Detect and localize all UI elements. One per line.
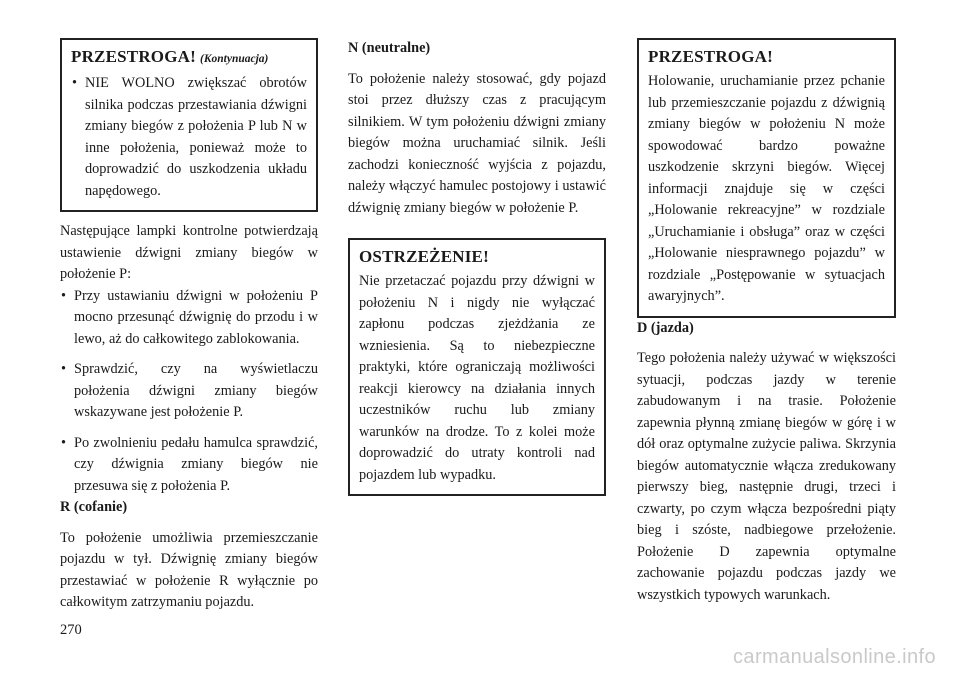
warning-box (348, 238, 606, 496)
drive-heading: D (jazda) (637, 319, 694, 336)
caution-continued-label: (Kontynuacja) (200, 53, 269, 65)
list-item (60, 286, 318, 351)
page-number: 270 (60, 622, 82, 638)
list-item (60, 359, 318, 424)
left-column (60, 38, 318, 614)
warning-text: Nie przetaczać pojazdu przy dźwigni w położeniu N i nigdy nie wyłączać zapłonu podczas zjeżdżania ze wzniesienia. Są to niebezpieczne praktyki, które ograniczają możliwości reakcji kierowcy na działania innych uczestników ruchu lub zmiany warunków na drodze. To z kolei może doprowadzić do utraty kontroli nad pojazdem lub wypadku. (359, 273, 595, 483)
drive-text: Tego położenia należy używać w większości sytuacji, podczas jazdy w terenie zabudowanym i na trasie. Położenie zapewnia płynną zmianę biegów w górę i w dół oraz optymalne zużycie paliwa. Skrzynia biegów automatycznie włącza zredukowany pierwszy bieg, następnie drugi, trzeci i czwarty, po czym włącza bezpośredni piąty bieg i szóste, nadbiegowe przełożenie. Położenie D zapewnia optymalne zachowanie pojazdu podczas jazdy we wszystkich typowych warunkach. (637, 350, 896, 603)
warning-title: OSTRZEŻENIE! (359, 247, 489, 266)
watermark: carmanualsonline.info (733, 646, 936, 668)
bullet-dot-icon: • (61, 434, 67, 451)
reverse-text: To położenie umożliwia przemieszczanie pojazdu w tył. Dźwignię zmiany biegów przestawiać w położenie R wyłącznie po całkowitym zatrzymaniu pojazdu. (60, 529, 318, 610)
list-item-text: Sprawdzić, czy na wyświetlaczu położenia dźwigni zmiany biegów wskazywane jest położenie P. (74, 361, 318, 420)
caution-title-text: PRZESTROGA! (71, 47, 196, 66)
right-column (637, 38, 896, 606)
park-checklist (60, 286, 318, 498)
bullet-dot-icon: • (72, 75, 78, 91)
caution-box-continued (60, 38, 318, 212)
caution-box (637, 38, 896, 318)
caution-title (71, 46, 307, 70)
bullet-dot-icon: • (61, 361, 67, 377)
list-item-text: Przy ustawianiu dźwigni w położeniu P mocno przesunąć dźwignię do przodu i w lewo, aż do całkowitego zablokowania. (74, 287, 318, 347)
caution-title: PRZESTROGA! (648, 47, 773, 66)
bullet-dot-icon: • (61, 287, 67, 304)
caution-bullet-text: NIE WOLNO zwiększać obrotów silnika podczas przestawiania dźwigni zmiany biegów z położenia P lub N w inne położenia, ponieważ może to doprowadzić do uszkodzenia układu napędowego. (85, 75, 307, 199)
neutral-text: To położenie należy stosować, gdy pojazd stoi przez dłuższy czas z pracującym silnikiem. W tym położeniu dźwigni zmiany biegów można uruchamiać silnik. Jeśli zachodzi konieczność wyjścia z pojazdu, należy włączyć hamulec postojowy i ustawić dźwignię zmiany biegów w położenie P. (348, 70, 606, 216)
park-indicators-intro: Następujące lampki kontrolne potwierdzają ustawienie dźwigni zmiany biegów w położenie P: (60, 223, 318, 282)
caution-bullet-list (71, 73, 307, 202)
caution-bullet (71, 73, 307, 202)
list-item-text: Po zwolnieniu pedału hamulca sprawdzić, czy dźwignia zmiany biegów nie przesuwa się z położenia P. (74, 434, 318, 494)
list-item (60, 433, 318, 498)
neutral-heading: N (neutralne) (348, 40, 431, 56)
caution-text: Holowanie, uruchamianie przez pchanie lub przemieszczanie pojazdu z dźwignią zmiany biegów w położeniu N może spowodować bardzo poważne uszkodzenie skrzyni biegów. Więcej informacji znajduje się w części „Holowanie rekreacyjne” w rozdziale „Uruchamianie i obsługa” oraz w części „Holowanie niesprawnego pojazdu” w rozdziale „Postępowanie w sytuacjach awaryjnych”. (648, 73, 885, 304)
reverse-heading: R (cofanie) (60, 499, 128, 515)
middle-column (348, 38, 606, 496)
